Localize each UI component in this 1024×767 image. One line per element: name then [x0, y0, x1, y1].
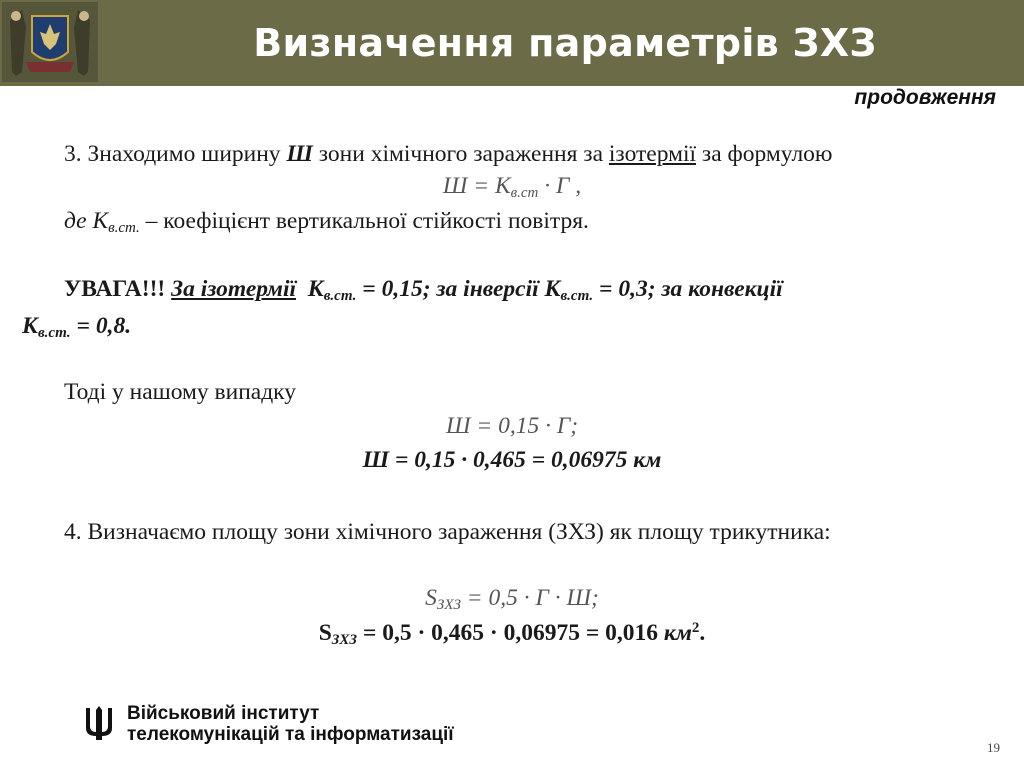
case-result: Ш = 0,15 · 0,465 = 0,06975 км: [362, 447, 662, 473]
step4-result: $S_{ЗХЗ} = 0,5 \cdot 0,465 \cdot 0,06975 = 0,016$ $км^2$.: [318, 620, 706, 648]
formula-sh: $Ш = К_{в.ст} \cdot Г$ ,: [442, 173, 582, 201]
step3-mid: зони хімічного зараження за: [318, 141, 604, 167]
warning-isotherm: За ізотермії: [171, 276, 296, 302]
step4-formula: $S_{ЗХЗ} = 0,5 \cdot Г \cdot Ш$;: [425, 585, 599, 613]
step3-intro: 3. Знаходимо ширину: [64, 141, 281, 167]
coat-of-arms-icon: [2, 2, 98, 82]
trident-icon: [84, 706, 114, 742]
case-formula: Ш = 0,15 · Г;: [445, 413, 579, 439]
institute-line-1: Військовий інститут: [127, 703, 320, 724]
step3-line: [64, 141, 833, 168]
warning-label: УВАГА!!!: [64, 276, 166, 302]
page-number: 19: [987, 740, 1000, 755]
warning-line: УВАГА!!! За ізотермії $К_{в.ст.} = 0,15$; за інверсії $К_{в.ст.} = 0,3$; за конвекції: [64, 276, 783, 304]
header-bar: [0, 0, 1024, 86]
case-intro: Тоді у нашому випадку: [64, 379, 297, 405]
subtitle: продовження: [854, 86, 996, 109]
warning-line-2: $К_{в.ст.} = 0,8$.: [22, 313, 132, 341]
step4-text: 4. Визначаємо площу зони хімічного зараження (ЗХЗ) як площу трикутника:: [64, 519, 831, 545]
step3-end: за формулою: [701, 141, 833, 167]
isotherm-word: ізотермії: [608, 141, 697, 167]
institute-line-2: телекомунікацій та інформатизації: [127, 724, 454, 745]
var-sh: Ш: [286, 141, 313, 167]
definition-line: де $К_{в.ст.}$ – коефіцієнт вертикальної стійкості повітря.: [64, 208, 589, 236]
page-title: Визначення параметрів ЗХЗ: [253, 21, 877, 65]
institute-name: [127, 703, 454, 745]
